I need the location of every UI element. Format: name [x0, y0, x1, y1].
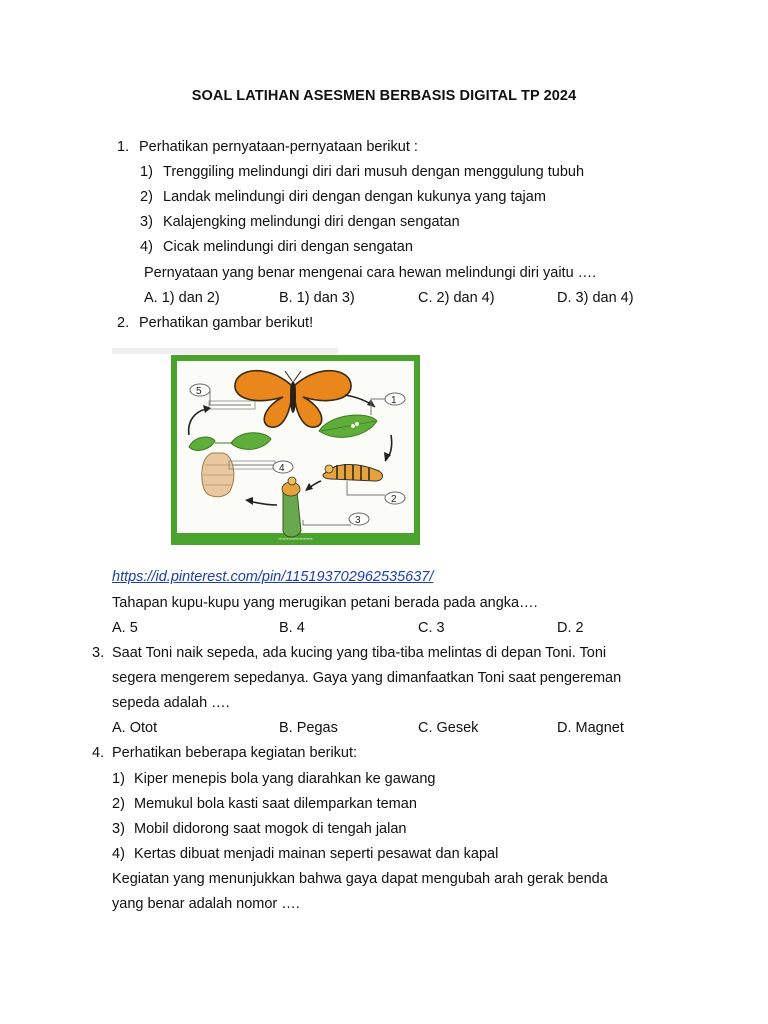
q1-item-3-num: 3) — [140, 214, 153, 230]
label-4-text: 4 — [279, 463, 285, 474]
q4-question-line-1: Kegiatan yang menunjukkan bahwa gaya dapat mengubah arah gerak benda — [112, 871, 608, 887]
q3-option-b: B. Pegas — [279, 720, 338, 736]
life-cycle-illustration — [171, 355, 420, 545]
q2-option-c: C. 3 — [418, 620, 445, 636]
q4-item-4: Kertas dibuat menjadi mainan seperti pesawat dan kapal — [134, 846, 499, 862]
q1-option-c: C. 2) dan 4) — [418, 290, 495, 306]
q3-option-c: C. Gesek — [418, 720, 479, 736]
q1-item-3: Kalajengking melindungi diri dengan sengatan — [163, 214, 460, 230]
q1-item-2: Landak melindungi diri dengan dengan kukunya yang tajam — [163, 189, 546, 205]
q4-number: 4. — [92, 745, 105, 761]
label-5-text: 5 — [196, 386, 202, 397]
q3-option-d: D. Magnet — [557, 720, 624, 736]
q4-prompt: Perhatikan beberapa kegiatan berikut: — [112, 745, 358, 761]
q1-option-d: D. 3) dan 4) — [557, 290, 634, 306]
page-title: SOAL LATIHAN ASESMEN BERBASIS DIGITAL TP 2024 — [191, 88, 577, 104]
label-1-text: 1 — [391, 395, 397, 406]
label-3 — [303, 513, 369, 526]
butterfly-icon — [235, 371, 351, 428]
q1-number: 1. — [117, 139, 130, 155]
q4-item-2-num: 2) — [112, 796, 125, 812]
q2-option-b: B. 4 — [279, 620, 305, 636]
q2-prompt: Perhatikan gambar berikut! — [139, 315, 314, 331]
q2-question: Tahapan kupu-kupu yang merugikan petani berada pada angka…. — [112, 595, 538, 611]
q4-item-3-num: 3) — [112, 821, 125, 837]
leaf-eggs-icon — [319, 415, 377, 437]
q1-item-4: Cicak melindungi diri dengan sengatan — [163, 239, 413, 255]
q4-item-2: Memukul bola kasti saat dilemparkan teman — [134, 796, 417, 812]
label-4 — [229, 461, 293, 474]
q1-option-b: B. 1) dan 3) — [279, 290, 355, 306]
q2-option-a: A. 5 — [112, 620, 138, 636]
q4-question-line-2: yang benar adalah nomor …. — [112, 896, 300, 912]
q2-number: 2. — [117, 315, 130, 331]
q1-item-4-num: 4) — [140, 239, 153, 255]
label-1 — [371, 393, 405, 415]
pinterest-link[interactable] — [112, 569, 433, 585]
label-2-text: 2 — [391, 494, 397, 505]
caterpillar-icon — [323, 464, 382, 481]
q3-option-a: A. Otot — [112, 720, 158, 736]
label-2 — [347, 481, 405, 505]
q4-item-1-num: 1) — [112, 771, 125, 787]
q3-line-2: segera mengerem sepedanya. Gaya yang dimanfaatkan Toni saat pengereman — [112, 670, 622, 686]
label-3-text: 3 — [355, 515, 361, 526]
q1-prompt: Perhatikan pernyataan-pernyataan berikut : — [139, 139, 418, 155]
q1-question: Pernyataan yang benar mengenai cara hewan melindungi diri yaitu …. — [144, 265, 597, 281]
figure-caption-strip: ▪▪▪▪▪▪▪▪▪▪▪▪▪▪▪▪▪▪▪▪▪▪▪▪ — [278, 536, 313, 541]
leaves-icon — [189, 433, 271, 451]
q1-option-a: A. 1) dan 2) — [144, 290, 220, 306]
butterfly-life-cycle-figure — [171, 355, 420, 545]
q3-number: 3. — [92, 645, 105, 661]
q1-item-1: Trenggiling melindungi diri dari musuh dengan menggulung tubuh — [163, 164, 585, 180]
q4-item-1: Kiper menepis bola yang diarahkan ke gawang — [134, 771, 436, 787]
q3-line-3: sepeda adalah …. — [112, 695, 230, 711]
q1-item-1-num: 1) — [140, 164, 153, 180]
q2-option-d: D. 2 — [557, 620, 584, 636]
q1-item-2-num: 2) — [140, 189, 153, 205]
q4-item-4-num: 4) — [112, 846, 125, 862]
q3-line-1: Saat Toni naik sepeda, ada kucing yang tiba-tiba melintas di depan Toni. Toni — [112, 645, 607, 661]
forming-chrysalis-icon — [282, 477, 301, 537]
q4-item-3: Mobil didorong saat mogok di tengah jalan — [134, 821, 407, 837]
image-shadow — [112, 348, 338, 354]
chrysalis-icon — [202, 453, 234, 497]
pinterest-link-text[interactable]: https://id.pinterest.com/pin/115193702962535637/ — [112, 569, 434, 585]
